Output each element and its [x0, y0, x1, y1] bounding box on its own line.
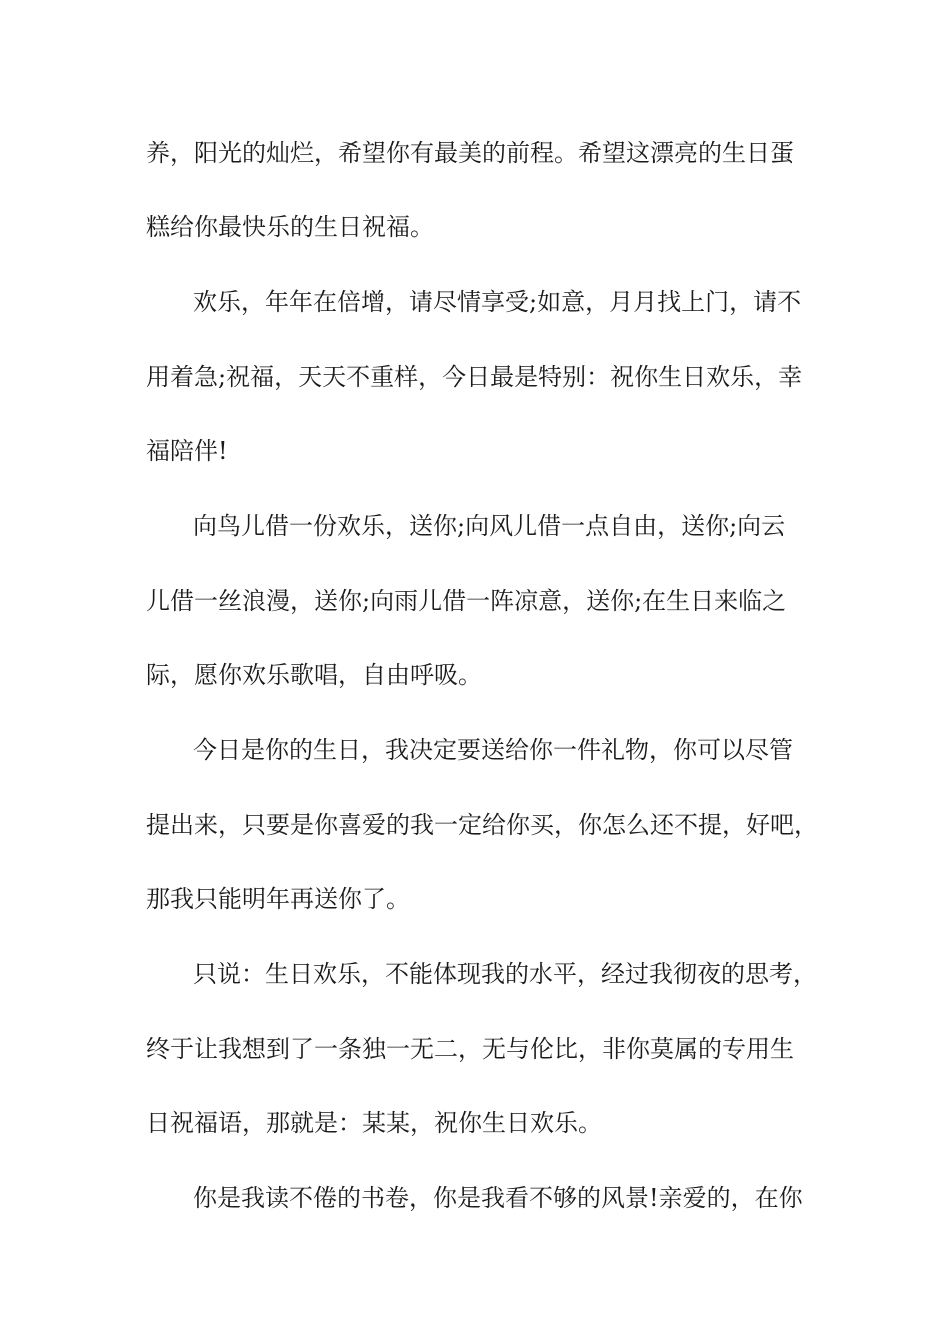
text-line: 际，愿你欢乐歌唱，自由呼吸。 — [146, 661, 482, 689]
text-line-indented: 向鸟儿借一份欢乐，送你;向风儿借一点自由，送你;向云 — [193, 512, 786, 540]
text-line: 用着急;祝福，天天不重样，今日最是特别：祝你生日欢乐，幸 — [146, 363, 803, 391]
text-line: 养，阳光的灿烂，希望你有最美的前程。希望这漂亮的生日蛋 — [146, 139, 794, 167]
text-line: 终于让我想到了一条独一无二，无与伦比，非你莫属的专用生 — [146, 1035, 794, 1063]
text-line: 日祝福语，那就是：某某，祝你生日欢乐。 — [146, 1109, 602, 1137]
text-line-indented: 今日是你的生日，我决定要送给你一件礼物，你可以尽管 — [193, 736, 793, 764]
text-line: 福陪伴! — [146, 437, 228, 465]
text-line: 糕给你最快乐的生日祝福。 — [146, 213, 434, 241]
text-line: 儿借一丝浪漫，送你;向雨儿借一阵凉意，送你;在生日来临之 — [146, 587, 787, 615]
text-line: 提出来，只要是你喜爱的我一定给你买，你怎么还不提，好吧， — [146, 811, 818, 839]
text-line-indented: 欢乐，年年在倍增，请尽情享受;如意，月月找上门，请不 — [193, 288, 802, 316]
text-line-indented: 只说：生日欢乐，不能体现我的水平，经过我彻夜的思考， — [193, 960, 817, 988]
text-line: 那我只能明年再送你了。 — [146, 885, 410, 913]
text-line-indented: 你是我读不倦的书卷，你是我看不够的风景!亲爱的，在你 — [193, 1184, 803, 1212]
